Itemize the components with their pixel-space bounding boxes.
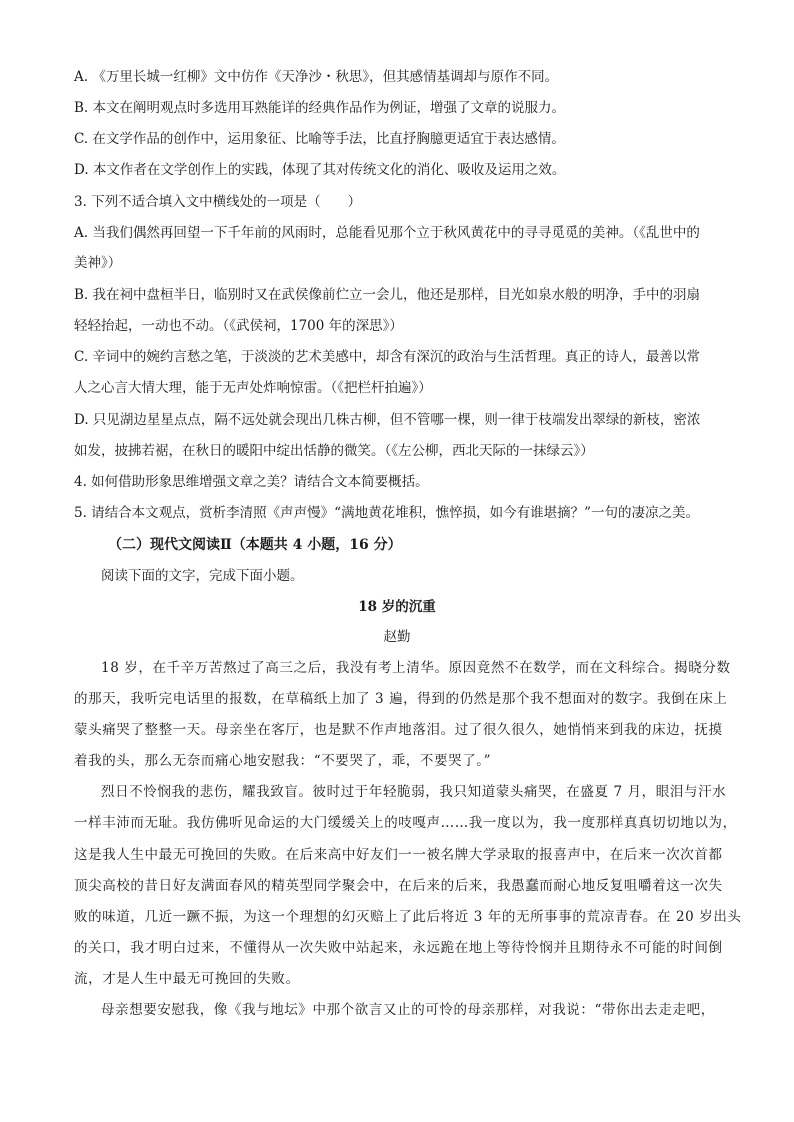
q3-option-d-line2: 如发，披拂若裾，在秋日的暖阳中绽出恬静的微笑。（《左公柳，西北天际的一抹绿云》） (74, 443, 594, 459)
q3-option-b-line1: B. 我在祠中盘桓半日，临别时又在武侯像前伫立一会儿，他还是那样，目光如泉水般的明净，手中的羽扇 (74, 287, 701, 303)
article-p2-line2: 一样丰沛而无耻。我仿佛听见命运的大门缓缓关上的吱嘎声……我一度以为，我一度那样真真切切地以为， (74, 815, 737, 831)
q2-option-a: A. 《万里长城一红柳》文中仿作《天净沙・秋思》，但其感情基调却与原作不同。 (74, 69, 559, 85)
article-p2-line6: 的关口，我才明白过来，不懂得从一次失败中站起来，永远跪在地上等待怜悯并且期待永不可能的时间倒 (74, 940, 723, 956)
q2-option-c: C. 在文学作品的创作中，运用象征、比喻等手法，比直抒胸臆更适宜于表达感情。 (74, 131, 565, 147)
article-p2-line4: 顶尖高校的昔日好友满面春风的精英型同学聚会中，在后来的后来，我愚蠢而耐心地反复咀嚼着这一次失 (74, 878, 723, 894)
q5-stem: 5. 请结合本文观点，赏析李清照《声声慢》“满地黄花堆积，憔悴损，如今有谁堪摘？”一句的凄凉之美。 (74, 505, 699, 521)
article-p1-line1: 18 岁，在千辛万苦熬过了高三之后，我没有考上清华。原因竟然不在数学，而在文科综合。揭晓分数 (101, 660, 731, 676)
q3-option-a-line1: A. 当我们偶然再回望一下千年前的风雨时，总能看见那个立于秋风黄花中的寻寻觅觅的美神。（《乱世中的 (74, 225, 700, 241)
article-p1-line2: 的那天，我听完电话里的报数，在草稿纸上加了 3 遍，得到的仍然是那个我不想面对的数字。我倒在床上 (74, 691, 728, 707)
article-title: 18 岁的沉重 (358, 599, 436, 615)
q2-option-b: B. 本文在阐明观点时多选用耳熟能详的经典作品作为例证，增强了文章的说服力。 (74, 100, 566, 116)
q3-option-a-line2: 美神》） (74, 255, 122, 271)
article-p1-line4: 着我的头，那么无奈而痛心地安慰我：“不要哭了，乖，不要哭了。” (74, 753, 492, 769)
q4-stem: 4. 如何借助形象思维增强文章之美？请结合文本简要概括。 (74, 474, 429, 490)
q2-option-d: D. 本文作者在文学创作上的实践，体现了其对传统文化的消化、吸收及运用之效。 (74, 162, 566, 178)
article-p2-line3: 这是我人生中最无可挽回的失败。在后来高中好友们一一被名牌大学录取的报喜声中，在后来一次次首都 (74, 847, 723, 863)
article-p2-line5: 败的味道，几近一蹶不振，为这一个理想的幻灭赔上了此后将近 3 年的无所事事的荒凉青春。在 20 岁出头 (74, 909, 742, 925)
article-p2-line7: 流，才是人生中最无可挽回的失败。 (74, 971, 300, 987)
q3-option-b-line2: 轻轻抬起，一动也不动。（《武侯祠，1700 年的深思》） (74, 318, 403, 334)
article-p3-line1: 母亲想要安慰我，像《我与地坛》中那个欲言又止的可怜的母亲那样，对我说：“带你出去走走吧， (101, 1002, 715, 1018)
section-heading: （二）现代文阅读Ⅱ（本题共 4 小题，16 分） (108, 537, 402, 553)
q3-option-c-line1: C. 辛词中的婉约言愁之笔，于淡淡的艺术美感中，却含有深沉的政治与生活哲理。真正的诗人，最善以常 (74, 349, 700, 365)
q3-option-c-line2: 人之心言大情大理，能于无声处炸响惊雷。（《把栏杆拍遍》） (74, 380, 432, 396)
reading-instruction: 阅读下面的文字，完成下面小题。 (101, 568, 304, 584)
q3-option-d-line1: D. 只见湖边星星点点，隔不远处就会现出几株古柳，但不管哪一棵，则一律于枝端发出翠绿的新枝，密浓 (74, 412, 701, 428)
q3-stem: 3. 下列不适合填入文中横线处的一项是（ ） (74, 194, 362, 210)
article-p1-line3: 蒙头痛哭了整整一天。母亲坐在客厅，也是默不作声地落泪。过了很久很久，她悄悄来到我的床边，抚摸 (74, 722, 723, 738)
article-author: 赵勤 (383, 629, 411, 645)
article-p2-line1: 烈日不怜悯我的悲伤，耀我致盲。彼时过于年轻脆弱，我只知道蒙头痛哭，在盛夏 7 月，眼泪与汗水 (101, 784, 727, 800)
